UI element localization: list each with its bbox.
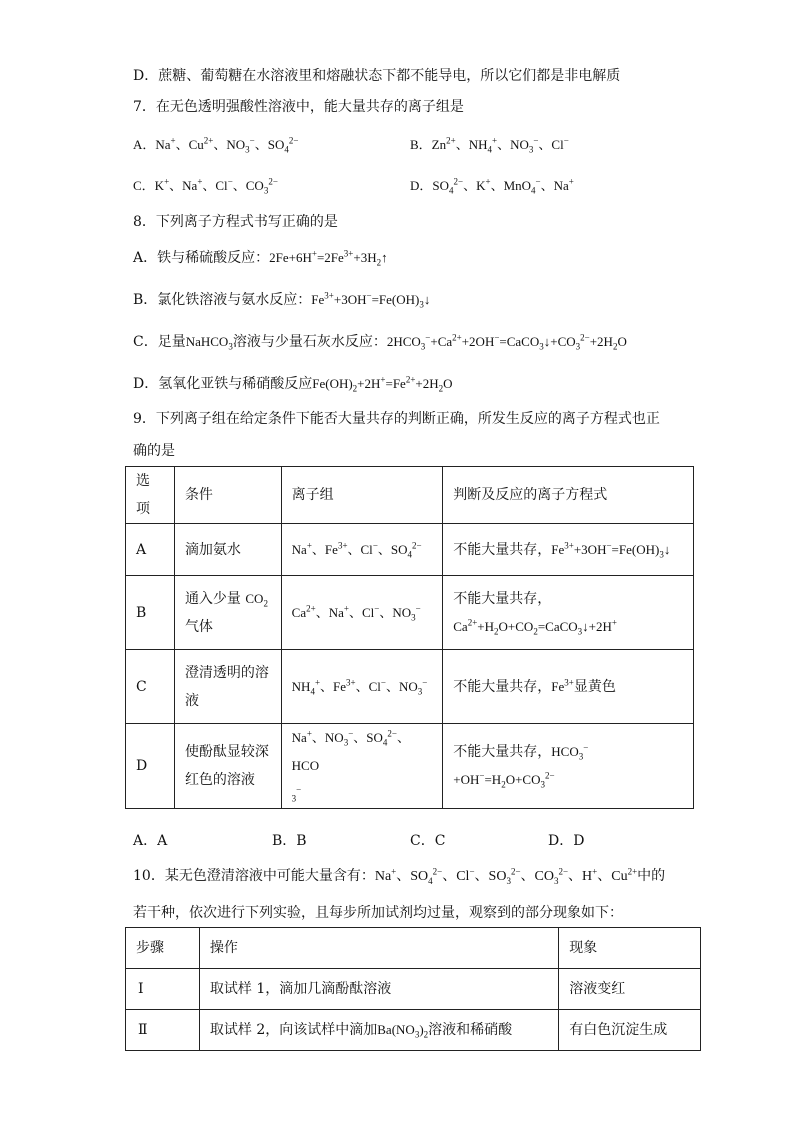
q9-row-condition: 滴加氨水 (174, 524, 281, 576)
q7-option-a: A．Na+、$Cu^{2+}$、$NO_3^-$、$SO_4^{2-}$ (133, 135, 299, 155)
q9-row-condition: 使酚酞显较深 红色的溶液 (174, 724, 281, 809)
q6-option-d: D．蔗糖、葡萄糖在水溶液里和熔融状态下都不能导电，所以它们都是非电解质 (133, 68, 621, 84)
q8-stem: 8．下列离子方程式书写正确的是 (133, 214, 338, 230)
q9-row-judgment: 不能大量共存，$HCO_3^-+OH^-=H_2O+CO_3^{2-}$ (443, 724, 694, 809)
q9-row-judgment: 不能大量共存，$Fe^{3+}+3OH^-=Fe(OH)_3↓$ (443, 524, 694, 576)
q9-answer-d: D．D (548, 833, 585, 849)
q10-header-observation: 现象 (559, 928, 701, 969)
q9-answer-b: B．B (272, 833, 307, 849)
q9-stem-line1: 9．下列离子组在给定条件下能否大量共存的判断正确，所发生反应的离子方程式也正 (133, 411, 660, 427)
q9-row-option: B (126, 576, 175, 650)
q9-row-c (126, 650, 694, 724)
q8-option-c: C．足量NaHCO$_3$溶液与少量石灰水反应：$2HCO_3^-+Ca^{2+}+2OH^-=CaCO_3↓+CO_3^{2-}+2H_2O$ (133, 332, 627, 352)
q10-row-operation: 取试样 1，滴加几滴酚酞溶液 (199, 969, 558, 1010)
q10-row-2 (126, 1010, 701, 1051)
q10-row-step: Ⅱ (126, 1010, 200, 1051)
q10-row-observation: 溶液变红 (559, 969, 701, 1010)
q9-header-ions: 离子组 (281, 467, 443, 524)
q9-row-ions: Na+、$Fe^{3+}$、Cl−、$SO_4^{2-}$ (281, 524, 443, 576)
q9-answer-c: C．C (410, 833, 446, 849)
q9-row-ions: $Ca^{2+}$、Na+、Cl−、$NO_3^-$ (281, 576, 443, 650)
q9-header-row (126, 467, 694, 524)
q7-stem: 7．在无色透明强酸性溶液中，能大量共存的离子组是 (133, 99, 464, 115)
q9-row-condition: 通入少量 $CO_2$ 气体 (174, 576, 281, 650)
q10-header-step: 步骤 (126, 928, 200, 969)
q7-option-d: D．$SO_4^{2-}$、K+、MnO$_4$−、Na+ (410, 176, 574, 196)
q10-row-1 (126, 969, 701, 1010)
q8-option-d: D．氢氧化亚铁与稀硝酸反应$Fe(OH)_2+2H^+=Fe^{2+}+2H_2O$ (133, 374, 453, 394)
q9-row-judgment: 不能大量共存，$Fe^{3+}$显黄色 (443, 650, 694, 724)
q9-row-b (126, 576, 694, 650)
q9-row-ions: $NH_4^+$、$Fe^{3+}$、Cl−、$NO_3^-$ (281, 650, 443, 724)
q8-option-a: A．铁与稀硫酸反应：$2Fe+6H^+=2Fe^{3+}+3H_2↑$ (133, 248, 388, 268)
q10-stem-line1: 10．某无色澄清溶液中可能大量含有：Na+、$SO_4^{2-}$、Cl−、$SO_3^{2-}$、$CO_3^{2-}$、H+、$Cu^{2+}$中的 (133, 866, 666, 886)
q9-row-ions: Na+、$NO_3^-$、$SO_4^{2-}$、HCO $_3$− (281, 724, 443, 809)
q10-stem-line2: 若干种，依次进行下列实验，且每步所加试剂均过量，观察到的部分现象如下： (133, 905, 623, 921)
q9-table (125, 466, 694, 809)
q10-table (125, 927, 701, 1051)
q9-header-judgment: 判断及反应的离子方程式 (443, 467, 694, 524)
q9-row-judgment: 不能大量共存， $Ca^{2+}+H_2O+CO_2=CaCO_3↓+2H^+$ (443, 576, 694, 650)
q10-header-operation: 操作 (199, 928, 558, 969)
q9-header-option: 选项 (126, 467, 175, 524)
q9-row-condition: 澄清透明的溶 液 (174, 650, 281, 724)
q9-header-condition: 条件 (174, 467, 281, 524)
q9-row-option: C (126, 650, 175, 724)
q10-row-observation: 有白色沉淀生成 (559, 1010, 701, 1051)
q10-row-step: Ⅰ (126, 969, 200, 1010)
q10-row-operation: 取试样 2，向该试样中滴加$Ba(NO_3)_2$溶液和稀硝酸 (199, 1010, 558, 1051)
q8-option-b: B．氯化铁溶液与氨水反应：$Fe^{3+}+3OH^-=Fe(OH)_3↓$ (133, 290, 431, 310)
q9-row-d (126, 724, 694, 809)
q7-option-b: B．$Zn^{2+}$、$NH_4^+$、$NO_3^-$、Cl− (410, 135, 569, 155)
q9-answer-a: A．A (133, 833, 168, 849)
q9-stem-line2: 确的是 (133, 443, 175, 459)
q9-row-option: D (126, 724, 175, 809)
q10-header-row (126, 928, 701, 969)
q9-row-option: A (126, 524, 175, 576)
q9-row-a (126, 524, 694, 576)
q7-option-c: C．K+、Na+、Cl−、$CO_3^{2-}$ (133, 176, 278, 196)
